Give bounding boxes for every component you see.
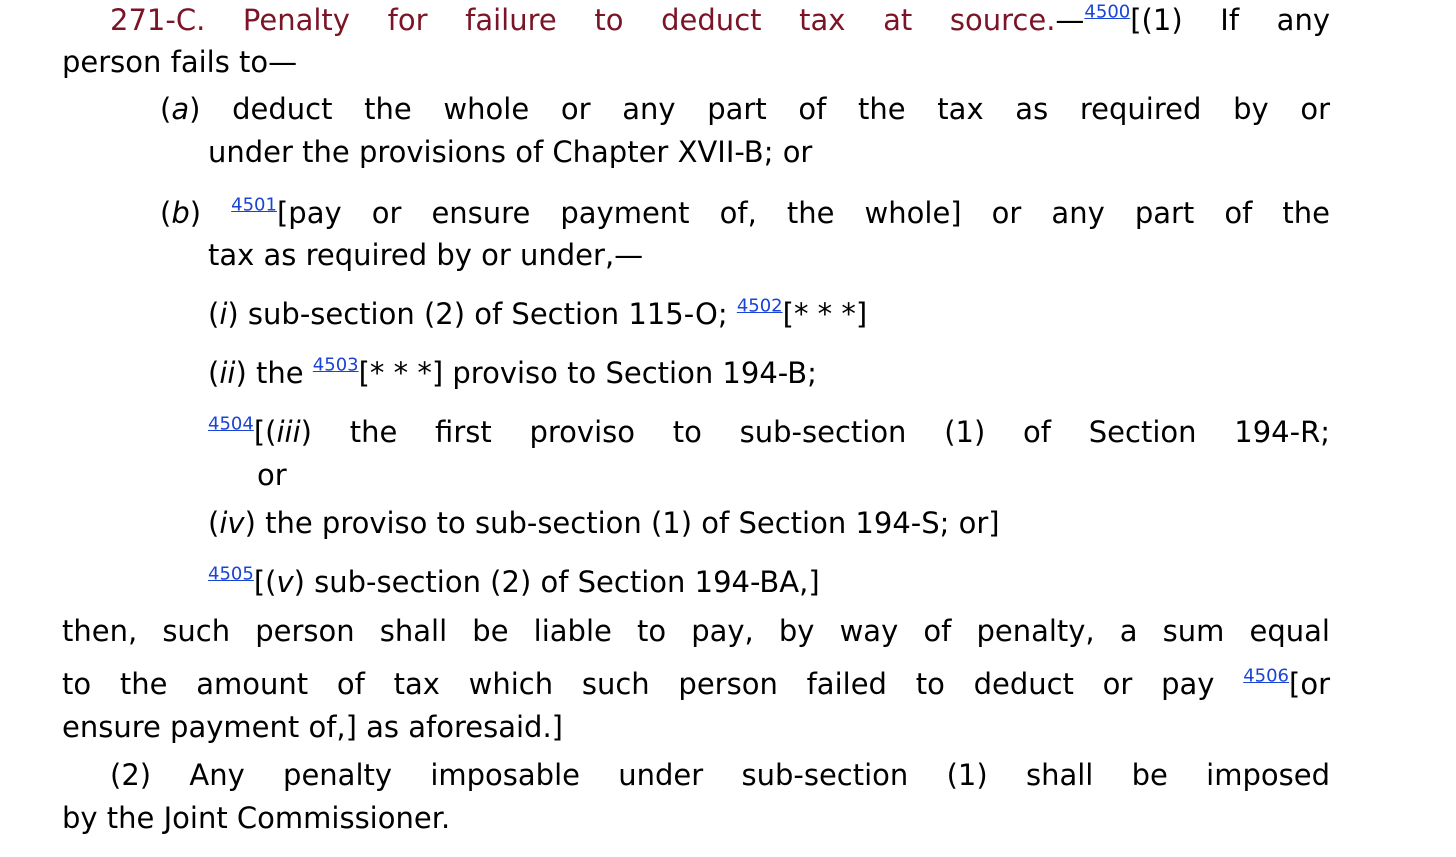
item-iv: (iv) the proviso to sub-section (1) of Section 194-S; or] xyxy=(208,506,1000,540)
item-i: (i) sub-section (2) of Section 115-O; $^{4502}$[* * *] xyxy=(208,295,868,331)
clause-b-text: [pay or ensure payment of, the whole] or any part of the xyxy=(276,196,1330,230)
subsection-2-line-1: (2) Any penalty imposable under sub-section (1) shall be imposed xyxy=(110,758,1330,792)
clause-a-text: ) deduct the whole or any part of the tax as required by or xyxy=(189,92,1330,126)
item-ii: (ii) the $^{4503}$[* * *] proviso to Section 194-B; xyxy=(208,354,817,390)
clause-a-label: a xyxy=(171,92,190,126)
clause-a-line-2: under the provisions of Chapter XVII-B; or xyxy=(208,135,813,169)
section-title: 271-C. Penalty for failure to deduct tax at source. xyxy=(110,3,1056,37)
footnote-link-4501[interactable]: 4501 xyxy=(231,194,277,216)
footnote-link-4505[interactable]: 4505 xyxy=(208,563,254,585)
item-v-label: v xyxy=(276,565,294,599)
clause-b-line-1: (b) $^{4501}$[pay or ensure payment of, the whole] or any part of the xyxy=(160,194,1330,230)
footnote-link-4502[interactable]: 4502 xyxy=(736,295,783,317)
item-iii-label: iii xyxy=(276,415,301,449)
clause-b-label: b xyxy=(171,196,190,230)
footnote-link-4503[interactable]: 4503 xyxy=(312,354,359,376)
item-ii-label: ii xyxy=(219,356,236,390)
item-iv-label: iv xyxy=(219,506,245,540)
intro-continuation: person fails to— xyxy=(62,45,298,79)
item-i-label: i xyxy=(219,297,228,331)
item-v: $^{4505}$[(v) sub-section (2) of Section 194-BA,] xyxy=(208,563,820,599)
conclusion-line-3: ensure payment of,] as aforesaid.] xyxy=(62,710,563,744)
footnote-link-4506[interactable]: 4506 xyxy=(1243,665,1290,687)
item-iii-line-1: $^{4504}$[(iii) the first proviso to sub-section (1) of Section 194-R; xyxy=(208,413,1330,449)
clause-b-line-2: tax as required by or under,— xyxy=(208,238,644,272)
footnote-link-4500[interactable]: 4500 xyxy=(1084,1,1131,23)
conclusion-line-2: to the amount of tax which such person failed to deduct or pay $^{4506}$[or xyxy=(62,665,1330,701)
clause-a-line-1: (a) deduct the whole or any part of the tax as required by or xyxy=(160,92,1330,126)
subsection-2-line-2: by the Joint Commissioner. xyxy=(62,801,451,835)
subsection-1-intro: [(1) If any xyxy=(1130,3,1330,37)
section-heading-line xyxy=(110,1,1330,37)
item-iii-line-2: or xyxy=(257,458,287,492)
conclusion-line-1: then, such person shall be liable to pay, by way of penalty, a sum equal xyxy=(62,614,1330,648)
footnote-link-4504[interactable]: 4504 xyxy=(208,413,254,435)
em-dash: — xyxy=(1055,3,1085,37)
intro-line-2 xyxy=(62,45,298,79)
